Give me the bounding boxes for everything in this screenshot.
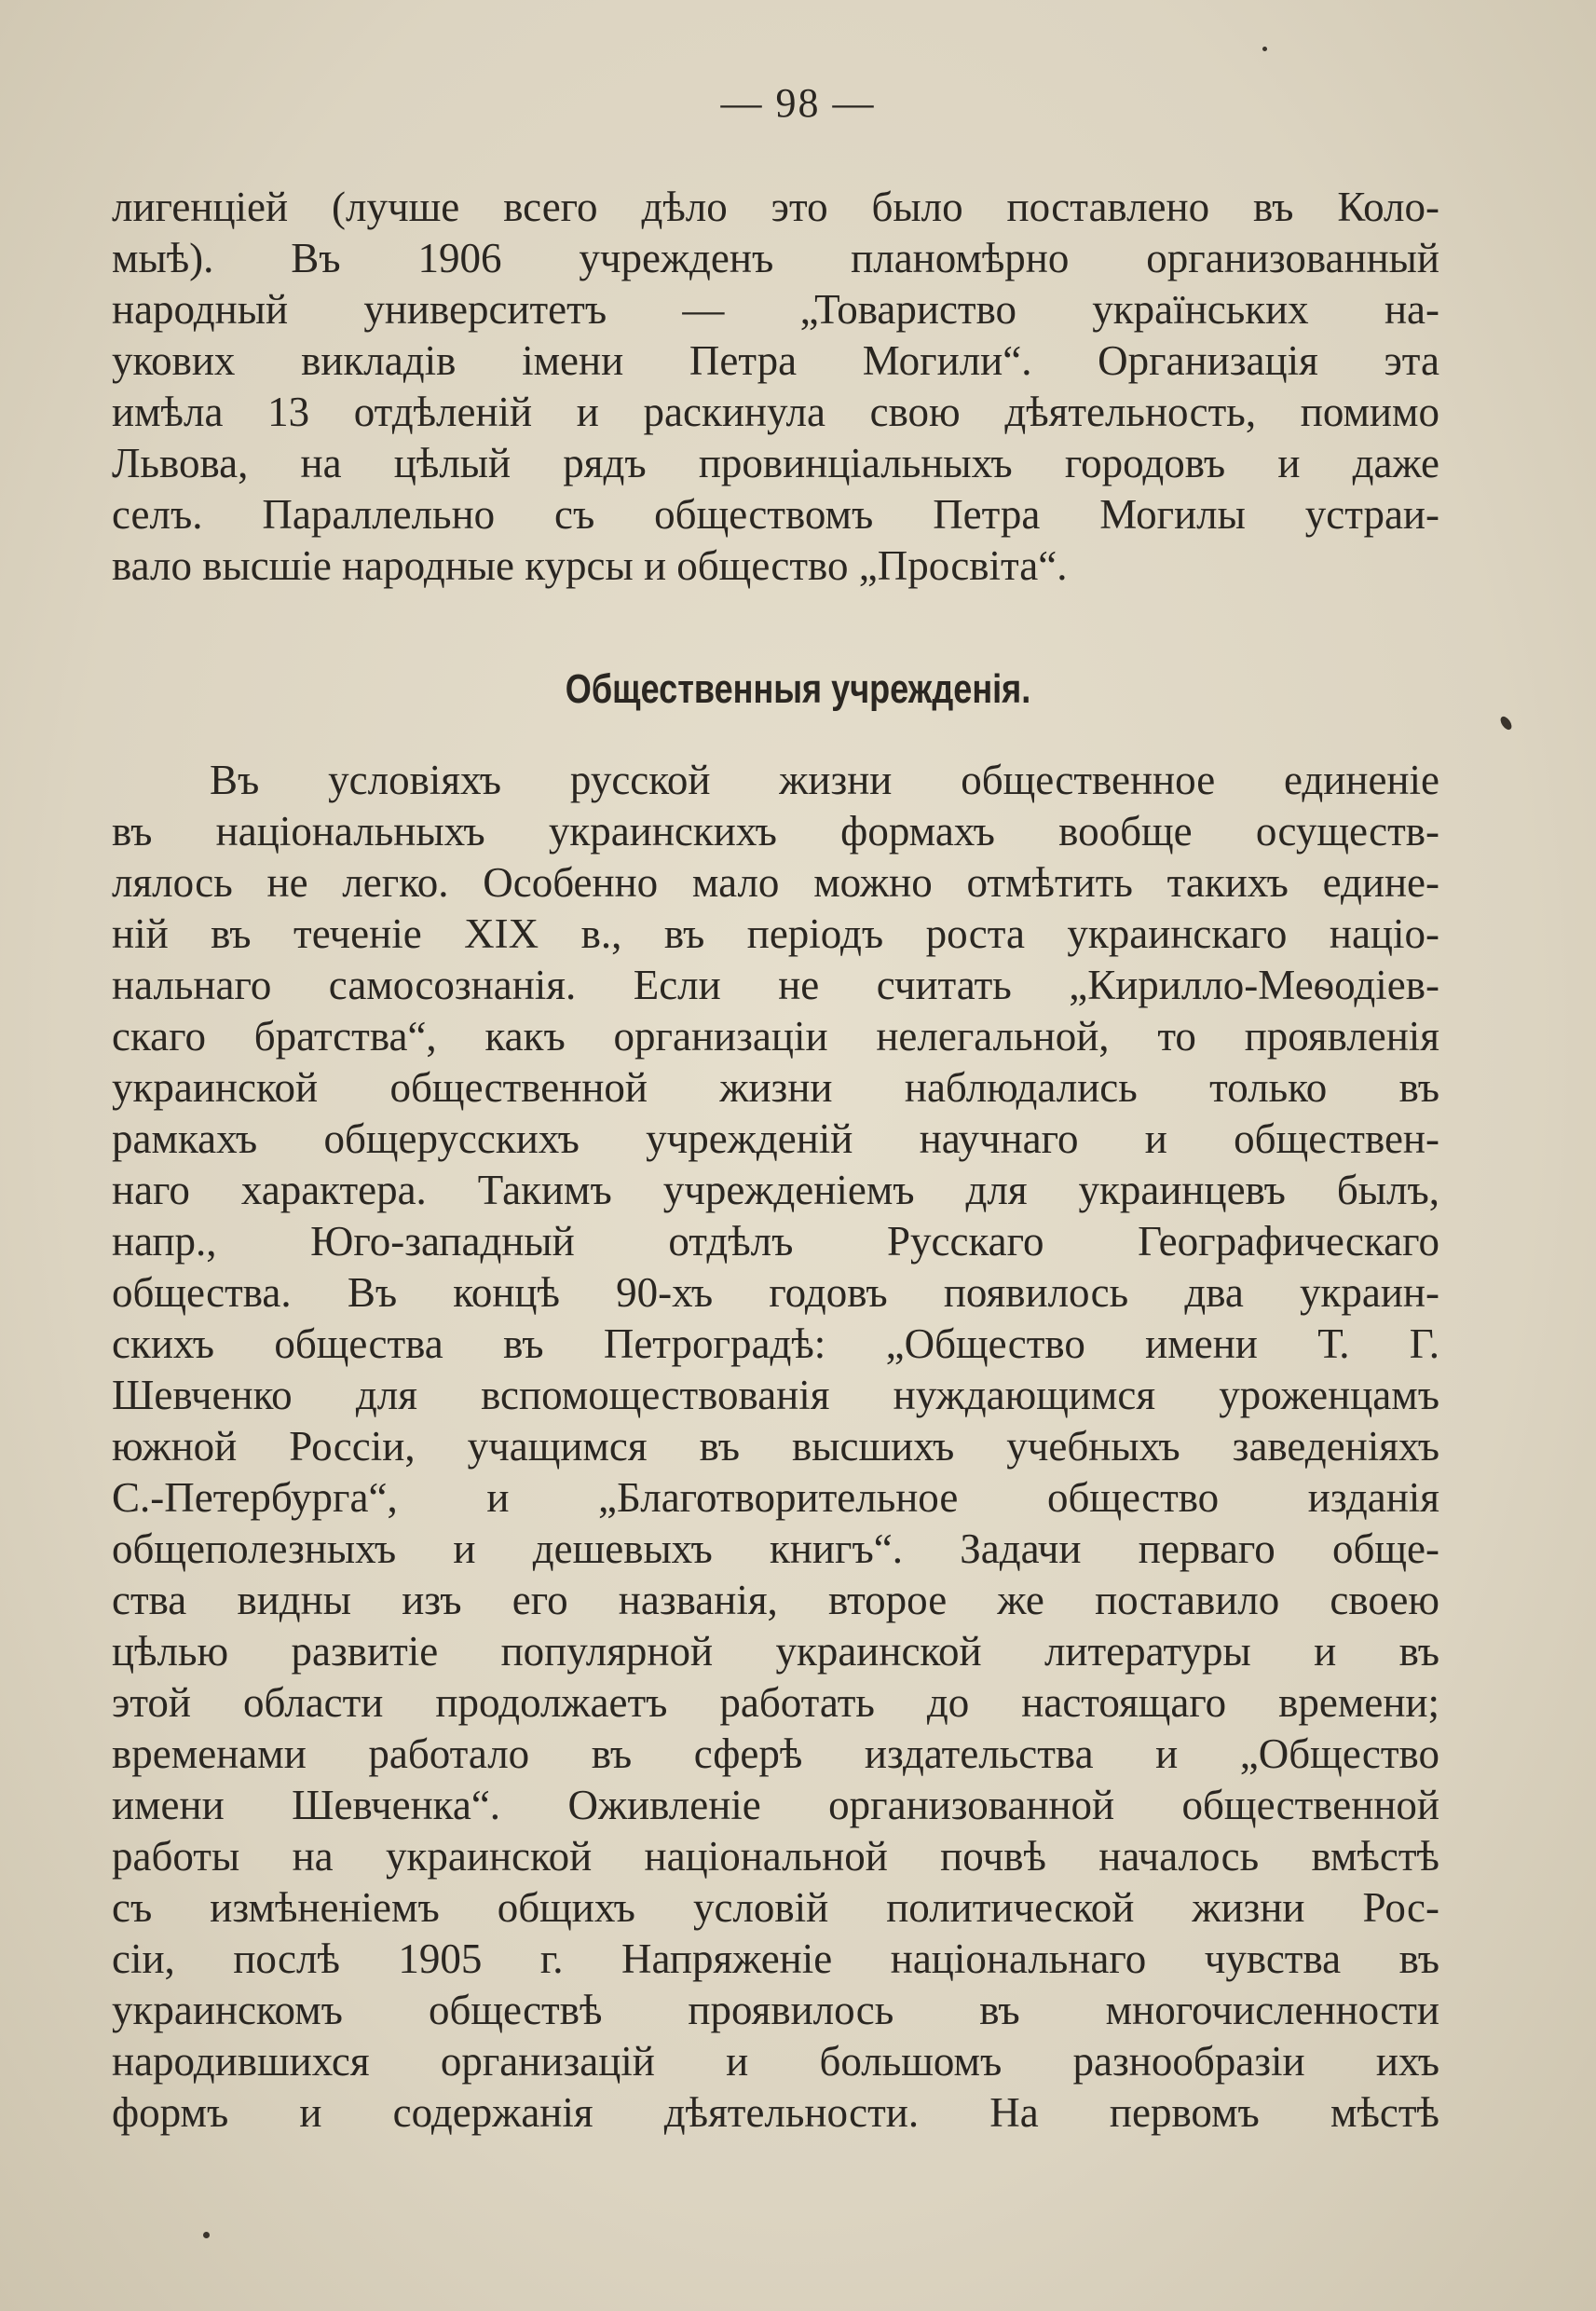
- text-line: сіи, послѣ 1905 г. Напряженіе національнаго чувства въ: [112, 1935, 1439, 1982]
- text-line: рамкахъ общерусскихъ учрежденій научнаго и обществен-: [112, 1115, 1439, 1162]
- text-line: работы на украинской національной почвѣ началось вмѣстѣ: [112, 1833, 1439, 1880]
- text-line: Львова, на цѣлый рядъ провинціальныхъ городовъ и даже: [112, 440, 1439, 486]
- text-line: скихъ общества въ Петроградѣ: „Общество имени Т. Г.: [112, 1320, 1439, 1367]
- print-speck: [1498, 715, 1514, 732]
- page-number: — 98 —: [720, 80, 876, 126]
- text-line: въ національныхъ украинскихъ формахъ вообще осуществ-: [112, 808, 1439, 855]
- text-line: скаго братства“, какъ организаціи нелегальной, то проявленія: [112, 1013, 1439, 1060]
- text-line: украинскомъ обществѣ проявилось въ многочисленности: [112, 1987, 1439, 2033]
- text-line: лигенціей (лучше всего дѣло это было поставлено въ Коло-: [112, 184, 1439, 230]
- text-line: формъ и содержанія дѣятельности. На первомъ мѣстѣ: [112, 2089, 1439, 2136]
- text-line: народившихся организацій и большомъ разнообразіи ихъ: [112, 2038, 1439, 2085]
- paragraph-main: [112, 755, 1439, 2139]
- text-line: украинской общественной жизни наблюдались только въ: [112, 1064, 1439, 1111]
- text-line: общества. Въ концѣ 90-хъ годовъ появилось два украин-: [112, 1269, 1439, 1316]
- text-line: ній въ теченіе XIX в., въ періодъ роста украинскаго націо-: [112, 910, 1439, 957]
- text-line: Въ условіяхъ русской жизни общественное единеніе: [210, 757, 1439, 803]
- text-line: укових викладів імени Петра Могили“. Организація эта: [112, 337, 1439, 384]
- text-line: мыѣ). Въ 1906 учрежденъ планомѣрно организованный: [112, 235, 1439, 281]
- text-line: ства видны изъ его названія, второе же поставило своею: [112, 1577, 1439, 1623]
- text-line: нальнаго самосознанія. Если не считать „Кирилло-Меѳодіев-: [112, 962, 1439, 1008]
- text-line: имени Шевченка“. Оживленіе организованной общественной: [112, 1782, 1439, 1828]
- text-line: цѣлью развитіе популярной украинской литературы и въ: [112, 1628, 1439, 1675]
- text-line: южной Россіи, учащимся въ высшихъ учебныхъ заведеніяхъ: [112, 1423, 1439, 1470]
- text-line: имѣла 13 отдѣленій и раскинула свою дѣятельность, помимо: [112, 389, 1439, 435]
- text-line: этой области продолжаетъ работать до настоящаго времени;: [112, 1679, 1439, 1726]
- text-line: лялось не легко. Особенно мало можно отмѣтить такихъ едине-: [112, 859, 1439, 906]
- print-speck: [203, 2232, 210, 2238]
- text-line: общеполезныхъ и дешевыхъ книгъ“. Задачи перваго обще-: [112, 1525, 1439, 1572]
- section-heading: Общественныя учрежденія.: [565, 666, 1031, 712]
- text-line: селъ. Параллельно съ обществомъ Петра Могилы устраи-: [112, 491, 1439, 538]
- text-line: съ измѣненіемъ общихъ условій политической жизни Рос-: [112, 1884, 1439, 1931]
- print-speck: [1262, 47, 1267, 51]
- text-line: С.-Петербурга“, и „Благотворительное общество изданія: [112, 1474, 1439, 1521]
- text-line: временами работало въ сферѣ издательства и „Общество: [112, 1730, 1439, 1777]
- text-line: Шевченко для вспомоществованія нуждающимся уроженцамъ: [112, 1372, 1439, 1418]
- text-line: напр., Юго-западный отдѣлъ Русскаго Географическаго: [112, 1218, 1439, 1265]
- text-line: народный университетъ — „Товариство українських на-: [112, 286, 1439, 333]
- text-line: вало высшіе народные курсы и общество „Просвіта“.: [112, 542, 1068, 589]
- text-line: наго характера. Такимъ учрежденіемъ для украинцевъ былъ,: [112, 1167, 1439, 1213]
- paragraph-continued: [112, 182, 1439, 592]
